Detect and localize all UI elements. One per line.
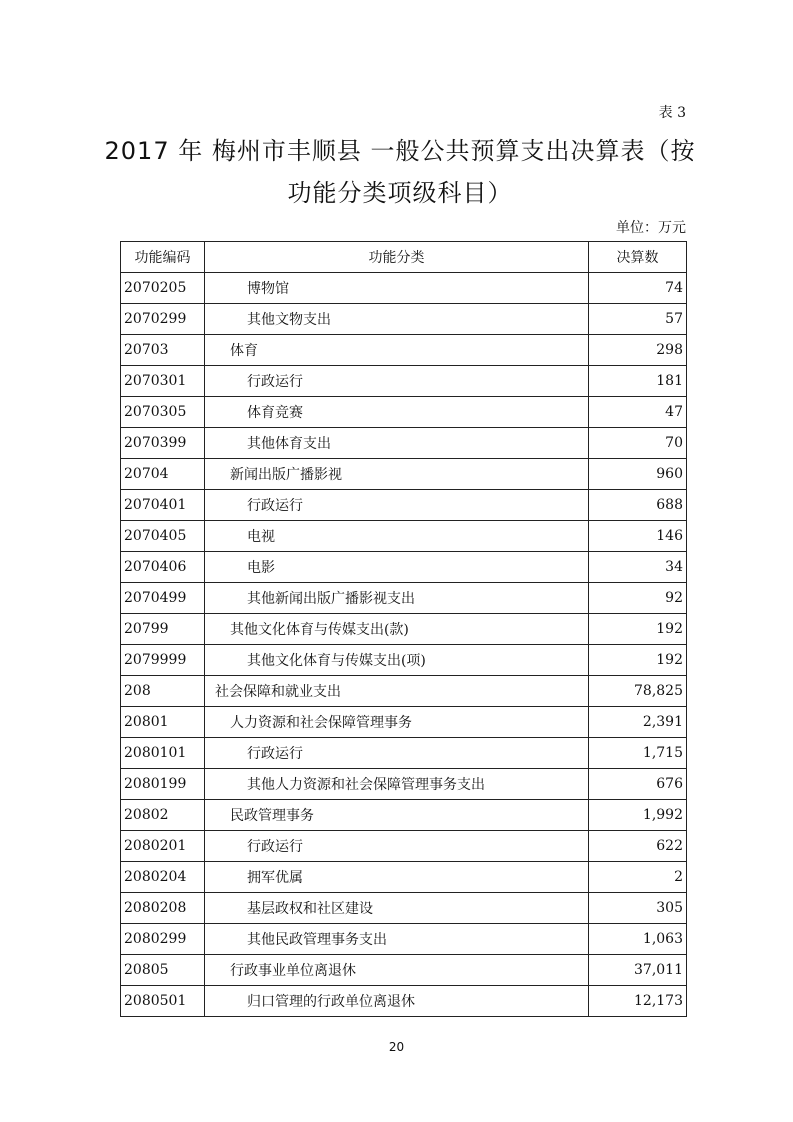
row-amount: 1,715 — [589, 738, 687, 769]
title-line-1: 2017 年 梅州市丰顺县 一般公共预算支出决算表（按 — [104, 137, 696, 165]
row-code: 20805 — [121, 955, 205, 986]
table-row — [121, 428, 687, 459]
row-amount: 192 — [589, 645, 687, 676]
row-code: 2080299 — [121, 924, 205, 955]
table-row — [121, 738, 687, 769]
row-amount: 12,173 — [589, 986, 687, 1017]
row-amount: 1,063 — [589, 924, 687, 955]
row-amount: 2 — [589, 862, 687, 893]
row-category: 体育竞赛 — [204, 397, 588, 428]
row-amount: 70 — [589, 428, 687, 459]
table-row — [121, 614, 687, 645]
row-category: 其他文化体育与传媒支出(项) — [204, 645, 588, 676]
row-category: 人力资源和社会保障管理事务 — [204, 707, 588, 738]
row-category: 基层政权和社区建设 — [204, 893, 588, 924]
table-row — [121, 800, 687, 831]
row-category: 归口管理的行政单位离退休 — [204, 986, 588, 1017]
table-row — [121, 335, 687, 366]
table-row — [121, 304, 687, 335]
table-header-row — [121, 242, 687, 273]
table-row — [121, 893, 687, 924]
row-category: 行政运行 — [204, 738, 588, 769]
table-row — [121, 707, 687, 738]
row-code: 2070301 — [121, 366, 205, 397]
row-category: 博物馆 — [204, 273, 588, 304]
table-number: 表 3 — [658, 105, 686, 121]
row-amount: 960 — [589, 459, 687, 490]
row-category: 其他新闻出版广播影视支出 — [204, 583, 588, 614]
table-row — [121, 459, 687, 490]
title-line-2: 功能分类项级科目） — [287, 179, 513, 207]
row-category: 行政事业单位离退休 — [204, 955, 588, 986]
row-code: 2080101 — [121, 738, 205, 769]
row-amount: 74 — [589, 273, 687, 304]
row-amount: 688 — [589, 490, 687, 521]
table-row — [121, 645, 687, 676]
row-code: 2070305 — [121, 397, 205, 428]
table-row — [121, 955, 687, 986]
page-title — [100, 130, 700, 214]
row-amount: 146 — [589, 521, 687, 552]
row-amount: 622 — [589, 831, 687, 862]
row-amount: 298 — [589, 335, 687, 366]
row-code: 2070405 — [121, 521, 205, 552]
row-code: 2070499 — [121, 583, 205, 614]
row-category: 其他文化体育与传媒支出(款) — [204, 614, 588, 645]
table-row — [121, 521, 687, 552]
row-category: 行政运行 — [204, 490, 588, 521]
table-row — [121, 986, 687, 1017]
row-code: 2070299 — [121, 304, 205, 335]
row-category: 电影 — [204, 552, 588, 583]
header-category: 功能分类 — [204, 242, 588, 273]
header-code: 功能编码 — [121, 242, 205, 273]
unit-label: 单位：万元 — [616, 220, 686, 236]
table-row — [121, 397, 687, 428]
row-amount: 47 — [589, 397, 687, 428]
header-amount: 决算数 — [589, 242, 687, 273]
row-amount: 676 — [589, 769, 687, 800]
row-amount: 57 — [589, 304, 687, 335]
table-row — [121, 366, 687, 397]
row-amount: 192 — [589, 614, 687, 645]
table-row — [121, 862, 687, 893]
table-row — [121, 924, 687, 955]
row-code: 2079999 — [121, 645, 205, 676]
row-code: 20802 — [121, 800, 205, 831]
row-code: 20703 — [121, 335, 205, 366]
table-row — [121, 769, 687, 800]
row-category: 拥军优属 — [204, 862, 588, 893]
row-code: 20801 — [121, 707, 205, 738]
row-amount: 92 — [589, 583, 687, 614]
row-code: 2070399 — [121, 428, 205, 459]
row-category: 电视 — [204, 521, 588, 552]
row-code: 2070406 — [121, 552, 205, 583]
row-code: 2080501 — [121, 986, 205, 1017]
table-row — [121, 552, 687, 583]
row-category: 新闻出版广播影视 — [204, 459, 588, 490]
row-category: 民政管理事务 — [204, 800, 588, 831]
row-category: 其他文物支出 — [204, 304, 588, 335]
row-amount: 78,825 — [589, 676, 687, 707]
table-row — [121, 490, 687, 521]
table-row — [121, 273, 687, 304]
budget-table — [120, 241, 687, 1017]
row-code: 20799 — [121, 614, 205, 645]
row-amount: 181 — [589, 366, 687, 397]
row-code: 20704 — [121, 459, 205, 490]
row-code: 2080208 — [121, 893, 205, 924]
row-category: 其他民政管理事务支出 — [204, 924, 588, 955]
table-row — [121, 831, 687, 862]
table-row — [121, 676, 687, 707]
row-category: 社会保障和就业支出 — [204, 676, 588, 707]
row-code: 208 — [121, 676, 205, 707]
row-code: 2080201 — [121, 831, 205, 862]
row-code: 2080204 — [121, 862, 205, 893]
row-category: 体育 — [204, 335, 588, 366]
row-code: 2080199 — [121, 769, 205, 800]
row-code: 2070401 — [121, 490, 205, 521]
row-code: 2070205 — [121, 273, 205, 304]
row-category: 行政运行 — [204, 831, 588, 862]
page-number: 20 — [388, 1040, 405, 1054]
row-amount: 305 — [589, 893, 687, 924]
row-amount: 2,391 — [589, 707, 687, 738]
row-category: 行政运行 — [204, 366, 588, 397]
row-amount: 1,992 — [589, 800, 687, 831]
table-row — [121, 583, 687, 614]
row-amount: 34 — [589, 552, 687, 583]
row-amount: 37,011 — [589, 955, 687, 986]
row-category: 其他体育支出 — [204, 428, 588, 459]
row-category: 其他人力资源和社会保障管理事务支出 — [204, 769, 588, 800]
